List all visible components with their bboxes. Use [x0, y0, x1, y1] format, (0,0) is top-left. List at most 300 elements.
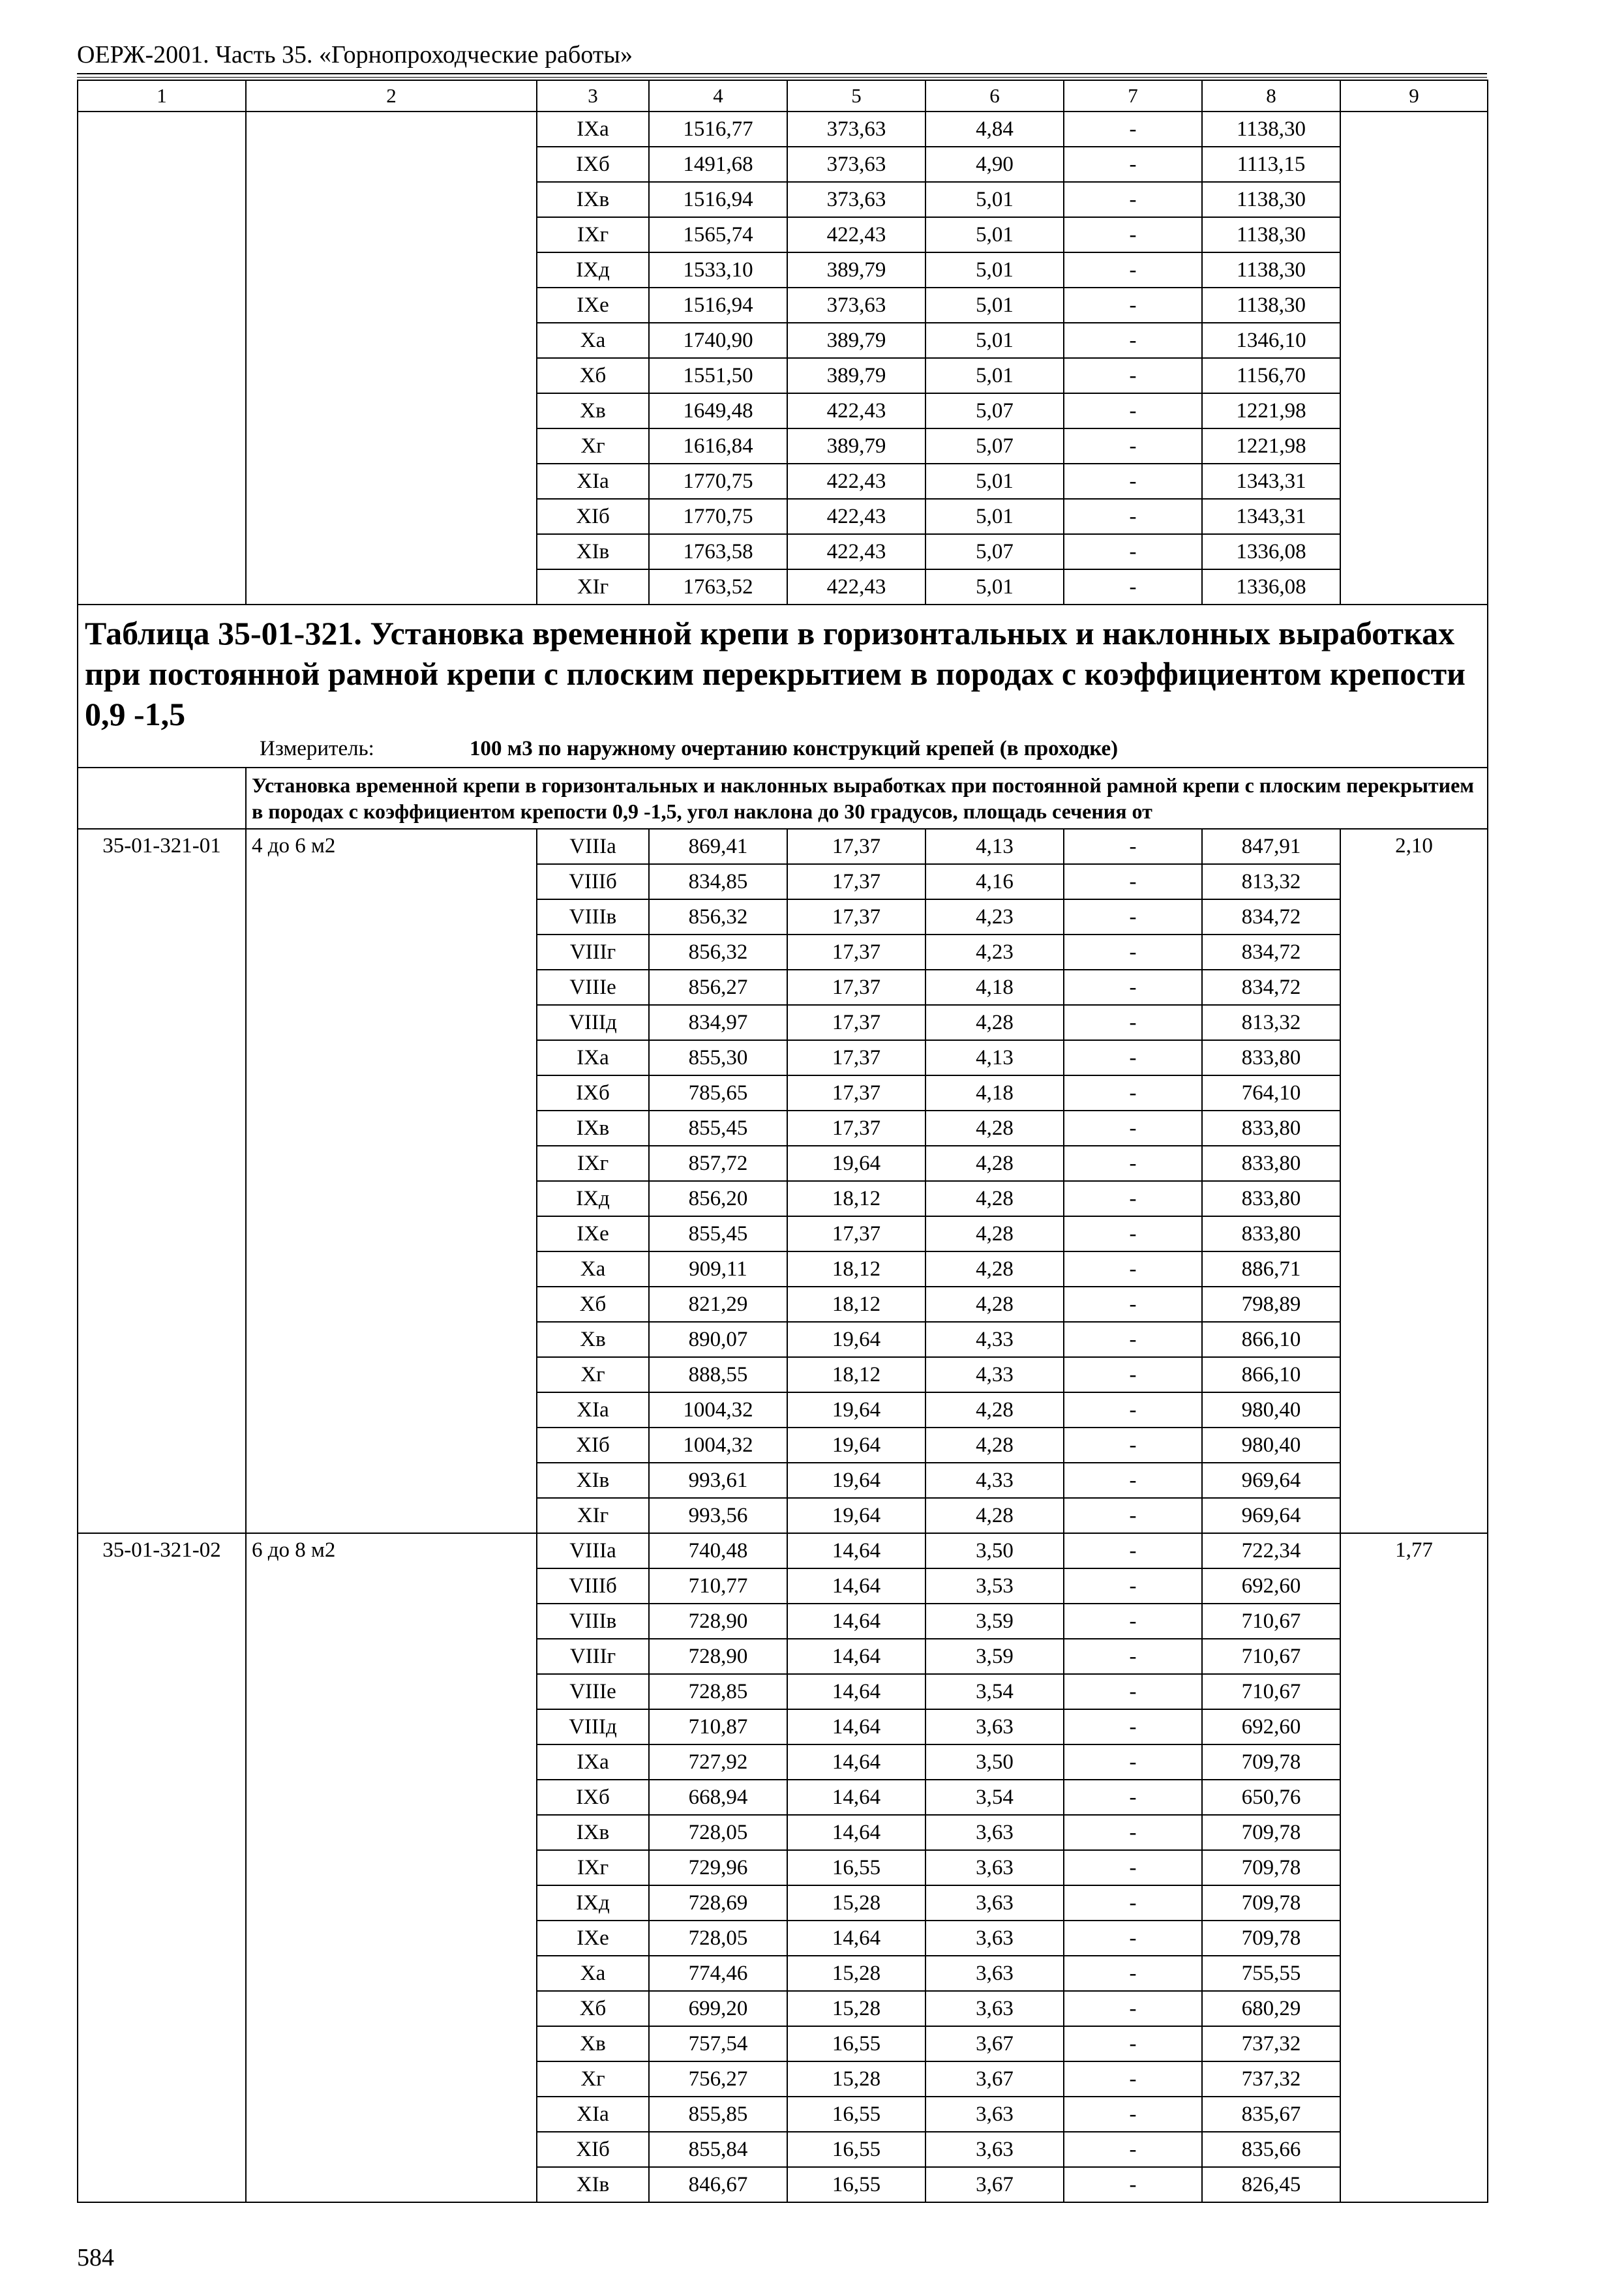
- norms-table: [77, 80, 1488, 2203]
- machine-cost-cell: 3,59: [925, 1639, 1064, 1674]
- rock-group-cell: VIIIе: [537, 970, 649, 1005]
- rock-group-cell: VIIIд: [537, 1709, 649, 1744]
- wage-cell: 17,37: [787, 864, 925, 899]
- driver-wage-cell: -: [1064, 1322, 1202, 1357]
- material-cost-cell: 980,40: [1202, 1392, 1340, 1428]
- table-row: [78, 829, 1488, 864]
- material-cost-cell: 1336,08: [1202, 569, 1340, 605]
- column-number: 6: [925, 80, 1064, 112]
- material-cost-cell: 1138,30: [1202, 112, 1340, 147]
- table-title-row: [78, 605, 1488, 768]
- machine-cost-cell: 4,28: [925, 1428, 1064, 1463]
- rock-group-cell: Xг: [537, 428, 649, 464]
- machine-cost-cell: 3,63: [925, 1885, 1064, 1921]
- driver-wage-cell: -: [1064, 323, 1202, 358]
- wage-cell: 18,12: [787, 1251, 925, 1287]
- material-cost-cell: 969,64: [1202, 1498, 1340, 1533]
- material-cost-cell: 834,72: [1202, 935, 1340, 970]
- wage-cell: 17,37: [787, 1216, 925, 1251]
- header-rule: [77, 73, 1487, 74]
- material-cost-cell: 680,29: [1202, 1991, 1340, 2026]
- driver-wage-cell: -: [1064, 1815, 1202, 1850]
- material-cost-cell: 866,10: [1202, 1357, 1340, 1392]
- machine-cost-cell: 4,28: [925, 1251, 1064, 1287]
- wage-cell: 17,37: [787, 1005, 925, 1040]
- wage-cell: 389,79: [787, 252, 925, 288]
- direct-cost-cell: 756,27: [649, 2061, 787, 2097]
- driver-wage-cell: -: [1064, 288, 1202, 323]
- direct-cost-cell: 774,46: [649, 1956, 787, 1991]
- item-name: 4 до 6 м2: [246, 829, 537, 1533]
- table-row: [78, 1533, 1488, 1568]
- wage-cell: 19,64: [787, 1498, 925, 1533]
- rock-group-cell: VIIIб: [537, 864, 649, 899]
- material-cost-cell: 1113,15: [1202, 147, 1340, 182]
- driver-wage-cell: -: [1064, 2097, 1202, 2132]
- column-number: 3: [537, 80, 649, 112]
- machine-cost-cell: 4,33: [925, 1357, 1064, 1392]
- direct-cost-cell: 1004,32: [649, 1392, 787, 1428]
- material-cost-cell: 835,66: [1202, 2132, 1340, 2167]
- continuation-coef-cell: [1340, 112, 1488, 605]
- direct-cost-cell: 855,45: [649, 1216, 787, 1251]
- machine-cost-cell: 3,63: [925, 2132, 1064, 2167]
- wage-cell: 389,79: [787, 323, 925, 358]
- material-cost-cell: 1346,10: [1202, 323, 1340, 358]
- measure-label: Измеритель:: [260, 737, 374, 760]
- machine-cost-cell: 5,01: [925, 323, 1064, 358]
- direct-cost-cell: 821,29: [649, 1287, 787, 1322]
- direct-cost-cell: 728,90: [649, 1604, 787, 1639]
- wage-cell: 19,64: [787, 1463, 925, 1498]
- wage-cell: 14,64: [787, 1604, 925, 1639]
- wage-cell: 19,64: [787, 1322, 925, 1357]
- driver-wage-cell: -: [1064, 1991, 1202, 2026]
- driver-wage-cell: -: [1064, 970, 1202, 1005]
- material-cost-cell: 833,80: [1202, 1146, 1340, 1181]
- direct-cost-cell: 1763,58: [649, 534, 787, 569]
- driver-wage-cell: -: [1064, 1709, 1202, 1744]
- driver-wage-cell: -: [1064, 569, 1202, 605]
- machine-cost-cell: 4,23: [925, 899, 1064, 935]
- material-cost-cell: 835,67: [1202, 2097, 1340, 2132]
- direct-cost-cell: 855,30: [649, 1040, 787, 1075]
- driver-wage-cell: -: [1064, 464, 1202, 499]
- wage-cell: 17,37: [787, 899, 925, 935]
- wage-cell: 14,64: [787, 1533, 925, 1568]
- column-number: 9: [1340, 80, 1488, 112]
- wage-cell: 14,64: [787, 1674, 925, 1709]
- rock-group-cell: XIа: [537, 2097, 649, 2132]
- material-cost-cell: 826,45: [1202, 2167, 1340, 2202]
- machine-cost-cell: 3,67: [925, 2167, 1064, 2202]
- material-cost-cell: 1336,08: [1202, 534, 1340, 569]
- direct-cost-cell: 855,84: [649, 2132, 787, 2167]
- wage-cell: 19,64: [787, 1428, 925, 1463]
- machine-cost-cell: 3,63: [925, 1850, 1064, 1885]
- rock-group-cell: VIIIа: [537, 1533, 649, 1568]
- direct-cost-cell: 1763,52: [649, 569, 787, 605]
- driver-wage-cell: -: [1064, 1216, 1202, 1251]
- rock-group-cell: XIа: [537, 464, 649, 499]
- wage-cell: 15,28: [787, 1956, 925, 1991]
- driver-wage-cell: -: [1064, 1251, 1202, 1287]
- direct-cost-cell: 834,85: [649, 864, 787, 899]
- driver-wage-cell: -: [1064, 1146, 1202, 1181]
- material-cost-cell: 1138,30: [1202, 182, 1340, 217]
- direct-cost-cell: 1565,74: [649, 217, 787, 252]
- direct-cost-cell: 1516,94: [649, 288, 787, 323]
- page-header: ОЕРЖ-2001. Часть 35. «Горнопроходческие работы»: [77, 41, 633, 68]
- direct-cost-cell: 1740,90: [649, 323, 787, 358]
- material-cost-cell: 1138,30: [1202, 288, 1340, 323]
- rock-group-cell: VIIIв: [537, 1604, 649, 1639]
- machine-cost-cell: 3,54: [925, 1780, 1064, 1815]
- rock-group-cell: IXа: [537, 1040, 649, 1075]
- material-cost-cell: 866,10: [1202, 1322, 1340, 1357]
- rock-group-cell: VIIIв: [537, 899, 649, 935]
- rock-group-cell: IXг: [537, 217, 649, 252]
- wage-cell: 14,64: [787, 1921, 925, 1956]
- rock-group-cell: IXе: [537, 1921, 649, 1956]
- wage-cell: 422,43: [787, 393, 925, 428]
- wage-cell: 17,37: [787, 829, 925, 864]
- driver-wage-cell: -: [1064, 829, 1202, 864]
- rock-group-cell: IXг: [537, 1850, 649, 1885]
- material-cost-cell: 834,72: [1202, 899, 1340, 935]
- wage-cell: 14,64: [787, 1780, 925, 1815]
- direct-cost-cell: 888,55: [649, 1357, 787, 1392]
- material-cost-cell: 1343,31: [1202, 464, 1340, 499]
- driver-wage-cell: -: [1064, 2132, 1202, 2167]
- machine-cost-cell: 5,01: [925, 569, 1064, 605]
- rock-group-cell: VIIIб: [537, 1568, 649, 1604]
- rock-group-cell: Xа: [537, 1251, 649, 1287]
- rock-group-cell: XIб: [537, 1428, 649, 1463]
- rock-group-cell: IXб: [537, 1780, 649, 1815]
- rock-group-cell: Xб: [537, 1991, 649, 2026]
- machine-cost-cell: 5,07: [925, 534, 1064, 569]
- direct-cost-cell: 856,20: [649, 1181, 787, 1216]
- rock-group-cell: XIа: [537, 1392, 649, 1428]
- machine-cost-cell: 3,54: [925, 1674, 1064, 1709]
- direct-cost-cell: 834,97: [649, 1005, 787, 1040]
- column-number-row: [78, 80, 1488, 112]
- machine-cost-cell: 4,18: [925, 1075, 1064, 1111]
- machine-cost-cell: 4,13: [925, 829, 1064, 864]
- material-cost-cell: 833,80: [1202, 1040, 1340, 1075]
- machine-cost-cell: 5,01: [925, 182, 1064, 217]
- direct-cost-cell: 856,27: [649, 970, 787, 1005]
- material-cost-cell: 813,32: [1202, 864, 1340, 899]
- wage-cell: 14,64: [787, 1709, 925, 1744]
- direct-cost-cell: 785,65: [649, 1075, 787, 1111]
- driver-wage-cell: -: [1064, 217, 1202, 252]
- item-coefficient: 2,10: [1340, 829, 1488, 1533]
- measure-value: 100 м3 по наружному очертанию конструкций крепей (в проходке): [470, 737, 1119, 760]
- direct-cost-cell: 1533,10: [649, 252, 787, 288]
- wage-cell: 14,64: [787, 1639, 925, 1674]
- direct-cost-cell: 993,61: [649, 1463, 787, 1498]
- wage-cell: 373,63: [787, 112, 925, 147]
- driver-wage-cell: -: [1064, 1533, 1202, 1568]
- material-cost-cell: 1221,98: [1202, 393, 1340, 428]
- direct-cost-cell: 728,05: [649, 1921, 787, 1956]
- machine-cost-cell: 4,28: [925, 1005, 1064, 1040]
- machine-cost-cell: 4,28: [925, 1216, 1064, 1251]
- driver-wage-cell: -: [1064, 147, 1202, 182]
- wage-cell: 14,64: [787, 1815, 925, 1850]
- wage-cell: 18,12: [787, 1287, 925, 1322]
- rock-group-cell: IXд: [537, 1181, 649, 1216]
- wage-cell: 422,43: [787, 569, 925, 605]
- machine-cost-cell: 5,01: [925, 288, 1064, 323]
- material-cost-cell: 709,78: [1202, 1850, 1340, 1885]
- driver-wage-cell: -: [1064, 1075, 1202, 1111]
- machine-cost-cell: 4,28: [925, 1392, 1064, 1428]
- direct-cost-cell: 1516,77: [649, 112, 787, 147]
- rock-group-cell: IXд: [537, 1885, 649, 1921]
- machine-cost-cell: 4,28: [925, 1498, 1064, 1533]
- material-cost-cell: 710,67: [1202, 1674, 1340, 1709]
- rock-group-cell: Xб: [537, 1287, 649, 1322]
- driver-wage-cell: -: [1064, 1111, 1202, 1146]
- material-cost-cell: 709,78: [1202, 1885, 1340, 1921]
- direct-cost-cell: 757,54: [649, 2026, 787, 2061]
- wage-cell: 17,37: [787, 970, 925, 1005]
- direct-cost-cell: 728,05: [649, 1815, 787, 1850]
- direct-cost-cell: 856,32: [649, 935, 787, 970]
- machine-cost-cell: 3,59: [925, 1604, 1064, 1639]
- driver-wage-cell: -: [1064, 252, 1202, 288]
- material-cost-cell: 813,32: [1202, 1005, 1340, 1040]
- driver-wage-cell: -: [1064, 1921, 1202, 1956]
- rock-group-cell: VIIIе: [537, 1674, 649, 1709]
- material-cost-cell: 722,34: [1202, 1533, 1340, 1568]
- rock-group-cell: IXг: [537, 1146, 649, 1181]
- machine-cost-cell: 4,28: [925, 1146, 1064, 1181]
- machine-cost-cell: 5,01: [925, 499, 1064, 534]
- driver-wage-cell: -: [1064, 1604, 1202, 1639]
- driver-wage-cell: -: [1064, 499, 1202, 534]
- header-rule-thin: [77, 77, 1487, 78]
- driver-wage-cell: -: [1064, 1639, 1202, 1674]
- driver-wage-cell: -: [1064, 899, 1202, 935]
- driver-wage-cell: -: [1064, 1428, 1202, 1463]
- machine-cost-cell: 3,63: [925, 1709, 1064, 1744]
- material-cost-cell: 710,67: [1202, 1604, 1340, 1639]
- material-cost-cell: 847,91: [1202, 829, 1340, 864]
- wage-cell: 17,37: [787, 1075, 925, 1111]
- material-cost-cell: 1221,98: [1202, 428, 1340, 464]
- wage-cell: 15,28: [787, 1991, 925, 2026]
- rock-group-cell: IXв: [537, 1111, 649, 1146]
- column-number: 2: [246, 80, 537, 112]
- column-number: 7: [1064, 80, 1202, 112]
- material-cost-cell: 1138,30: [1202, 217, 1340, 252]
- machine-cost-cell: 3,53: [925, 1568, 1064, 1604]
- table-title-cell: [78, 605, 1488, 768]
- machine-cost-cell: 3,63: [925, 1991, 1064, 2026]
- driver-wage-cell: -: [1064, 1744, 1202, 1780]
- machine-cost-cell: 4,13: [925, 1040, 1064, 1075]
- machine-cost-cell: 4,84: [925, 112, 1064, 147]
- rock-group-cell: IXд: [537, 252, 649, 288]
- continuation-name-cell: [246, 112, 537, 605]
- rock-group-cell: Xг: [537, 1357, 649, 1392]
- direct-cost-cell: 846,67: [649, 2167, 787, 2202]
- rock-group-cell: VIIIа: [537, 829, 649, 864]
- direct-cost-cell: 909,11: [649, 1251, 787, 1287]
- direct-cost-cell: 869,41: [649, 829, 787, 864]
- column-number: 8: [1202, 80, 1340, 112]
- rock-group-cell: IXв: [537, 1815, 649, 1850]
- direct-cost-cell: 1516,94: [649, 182, 787, 217]
- direct-cost-cell: 890,07: [649, 1322, 787, 1357]
- material-cost-cell: 755,55: [1202, 1956, 1340, 1991]
- wage-cell: 389,79: [787, 428, 925, 464]
- wage-cell: 373,63: [787, 182, 925, 217]
- wage-cell: 422,43: [787, 217, 925, 252]
- description-row: [78, 768, 1488, 829]
- machine-cost-cell: 5,07: [925, 428, 1064, 464]
- wage-cell: 15,28: [787, 2061, 925, 2097]
- wage-cell: 16,55: [787, 2132, 925, 2167]
- rock-group-cell: IXа: [537, 112, 649, 147]
- direct-cost-cell: 855,85: [649, 2097, 787, 2132]
- material-cost-cell: 834,72: [1202, 970, 1340, 1005]
- driver-wage-cell: -: [1064, 112, 1202, 147]
- machine-cost-cell: 4,18: [925, 970, 1064, 1005]
- machine-cost-cell: 5,07: [925, 393, 1064, 428]
- item-coefficient: 1,77: [1340, 1533, 1488, 2202]
- direct-cost-cell: 1004,32: [649, 1428, 787, 1463]
- machine-cost-cell: 3,67: [925, 2026, 1064, 2061]
- material-cost-cell: 650,76: [1202, 1780, 1340, 1815]
- rock-group-cell: IXб: [537, 147, 649, 182]
- direct-cost-cell: 699,20: [649, 1991, 787, 2026]
- rock-group-cell: Xа: [537, 323, 649, 358]
- rock-group-cell: XIв: [537, 2167, 649, 2202]
- wage-cell: 389,79: [787, 358, 925, 393]
- rock-group-cell: Xв: [537, 1322, 649, 1357]
- driver-wage-cell: -: [1064, 393, 1202, 428]
- driver-wage-cell: -: [1064, 864, 1202, 899]
- machine-cost-cell: 5,01: [925, 252, 1064, 288]
- machine-cost-cell: 4,28: [925, 1287, 1064, 1322]
- material-cost-cell: 1138,30: [1202, 252, 1340, 288]
- driver-wage-cell: -: [1064, 1568, 1202, 1604]
- direct-cost-cell: 728,90: [649, 1639, 787, 1674]
- wage-cell: 14,64: [787, 1744, 925, 1780]
- material-cost-cell: 710,67: [1202, 1639, 1340, 1674]
- material-cost-cell: 1156,70: [1202, 358, 1340, 393]
- rock-group-cell: IXе: [537, 288, 649, 323]
- direct-cost-cell: 740,48: [649, 1533, 787, 1568]
- driver-wage-cell: -: [1064, 1463, 1202, 1498]
- material-cost-cell: 737,32: [1202, 2061, 1340, 2097]
- driver-wage-cell: -: [1064, 182, 1202, 217]
- machine-cost-cell: 4,90: [925, 147, 1064, 182]
- driver-wage-cell: -: [1064, 1956, 1202, 1991]
- machine-cost-cell: 4,28: [925, 1111, 1064, 1146]
- wage-cell: 16,55: [787, 1850, 925, 1885]
- machine-cost-cell: 4,33: [925, 1322, 1064, 1357]
- machine-cost-cell: 3,50: [925, 1744, 1064, 1780]
- rock-group-cell: VIIIг: [537, 1639, 649, 1674]
- rock-group-cell: IXа: [537, 1744, 649, 1780]
- machine-cost-cell: 5,01: [925, 464, 1064, 499]
- rock-group-cell: VIIIг: [537, 935, 649, 970]
- rock-group-cell: XIв: [537, 1463, 649, 1498]
- rock-group-cell: XIб: [537, 2132, 649, 2167]
- driver-wage-cell: -: [1064, 534, 1202, 569]
- material-cost-cell: 764,10: [1202, 1075, 1340, 1111]
- wage-cell: 19,64: [787, 1146, 925, 1181]
- rock-group-cell: Xа: [537, 1956, 649, 1991]
- rock-group-cell: IXв: [537, 182, 649, 217]
- driver-wage-cell: -: [1064, 935, 1202, 970]
- wage-cell: 18,12: [787, 1357, 925, 1392]
- table-title: Таблица 35-01-321. Установка временной крепи в горизонтальных и наклонных выработках при постоянной рамной крепи с плоским перекрытием в породах с коэффициентом крепости 0,9 -1,5: [85, 615, 1466, 732]
- wage-cell: 422,43: [787, 499, 925, 534]
- rock-group-cell: XIг: [537, 569, 649, 605]
- material-cost-cell: 1343,31: [1202, 499, 1340, 534]
- machine-cost-cell: 3,63: [925, 1956, 1064, 1991]
- wage-cell: 19,64: [787, 1392, 925, 1428]
- wage-cell: 373,63: [787, 147, 925, 182]
- direct-cost-cell: 1551,50: [649, 358, 787, 393]
- driver-wage-cell: -: [1064, 1287, 1202, 1322]
- wage-cell: 15,28: [787, 1885, 925, 1921]
- machine-cost-cell: 3,63: [925, 2097, 1064, 2132]
- direct-cost-cell: 1770,75: [649, 464, 787, 499]
- driver-wage-cell: -: [1064, 358, 1202, 393]
- wage-cell: 422,43: [787, 464, 925, 499]
- column-number: 5: [787, 80, 925, 112]
- driver-wage-cell: -: [1064, 2026, 1202, 2061]
- machine-cost-cell: 3,50: [925, 1533, 1064, 1568]
- item-name: 6 до 8 м2: [246, 1533, 537, 2202]
- machine-cost-cell: 3,67: [925, 2061, 1064, 2097]
- rock-group-cell: XIв: [537, 534, 649, 569]
- column-number: 4: [649, 80, 787, 112]
- material-cost-cell: 709,78: [1202, 1921, 1340, 1956]
- machine-cost-cell: 5,01: [925, 217, 1064, 252]
- material-cost-cell: 709,78: [1202, 1815, 1340, 1850]
- driver-wage-cell: -: [1064, 1780, 1202, 1815]
- direct-cost-cell: 728,85: [649, 1674, 787, 1709]
- wage-cell: 16,55: [787, 2167, 925, 2202]
- direct-cost-cell: 729,96: [649, 1850, 787, 1885]
- material-cost-cell: 833,80: [1202, 1111, 1340, 1146]
- driver-wage-cell: -: [1064, 1498, 1202, 1533]
- driver-wage-cell: -: [1064, 1181, 1202, 1216]
- wage-cell: 17,37: [787, 935, 925, 970]
- rock-group-cell: VIIIд: [537, 1005, 649, 1040]
- driver-wage-cell: -: [1064, 2061, 1202, 2097]
- driver-wage-cell: -: [1064, 428, 1202, 464]
- direct-cost-cell: 710,77: [649, 1568, 787, 1604]
- continuation-code-cell: [78, 112, 246, 605]
- rock-group-cell: Xв: [537, 393, 649, 428]
- wage-cell: 14,64: [787, 1568, 925, 1604]
- rock-group-cell: XIг: [537, 1498, 649, 1533]
- machine-cost-cell: 3,63: [925, 1921, 1064, 1956]
- material-cost-cell: 692,60: [1202, 1568, 1340, 1604]
- driver-wage-cell: -: [1064, 1392, 1202, 1428]
- wage-cell: 16,55: [787, 2097, 925, 2132]
